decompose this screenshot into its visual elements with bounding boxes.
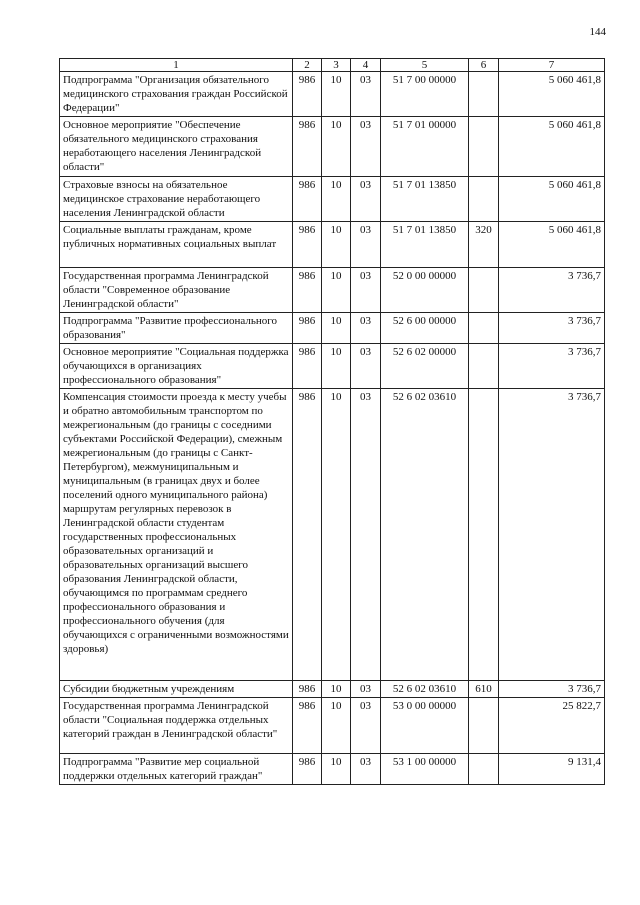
row-csr: 52 0 00 00000 [381,268,469,313]
row-csr: 52 6 02 00000 [381,344,469,389]
row-pr: 03 [351,222,381,268]
header-col-2: 2 [293,59,322,72]
row-ved: 986 [293,268,322,313]
row-pr: 03 [351,72,381,117]
table-row [60,389,605,681]
row-ved: 986 [293,117,322,177]
row-pr: 03 [351,389,381,681]
row-csr: 52 6 00 00000 [381,313,469,344]
row-vr [469,313,499,344]
row-amount: 3 736,7 [499,389,605,681]
row-ved: 986 [293,754,322,785]
row-pr: 03 [351,344,381,389]
row-amount: 5 060 461,8 [499,222,605,268]
row-csr: 52 6 02 03610 [381,389,469,681]
table-row [60,72,605,117]
row-amount: 9 131,4 [499,754,605,785]
header-col-1: 1 [60,59,293,72]
row-pr: 03 [351,698,381,754]
row-name: Основное мероприятие "Социальная поддержка обучающихся в организациях профессионального образования" [60,344,293,389]
table-row [60,344,605,389]
row-pr: 03 [351,268,381,313]
row-csr: 53 1 00 00000 [381,754,469,785]
row-amount: 5 060 461,8 [499,117,605,177]
row-rz: 10 [322,344,351,389]
row-pr: 03 [351,117,381,177]
row-vr [469,698,499,754]
table-row [60,681,605,698]
row-ved: 986 [293,681,322,698]
row-name: Подпрограмма "Организация обязательного медицинского страхования граждан Российской Федерации" [60,72,293,117]
row-ved: 986 [293,344,322,389]
row-rz: 10 [322,681,351,698]
row-name: Социальные выплаты гражданам, кроме публичных нормативных социальных выплат [60,222,293,268]
row-pr: 03 [351,313,381,344]
row-csr: 53 0 00 00000 [381,698,469,754]
row-pr: 03 [351,754,381,785]
row-vr: 610 [469,681,499,698]
row-amount: 3 736,7 [499,681,605,698]
row-ved: 986 [293,313,322,344]
row-name: Страховые взносы на обязательное медицинское страхование неработающего населения Ленинградской области [60,177,293,222]
row-rz: 10 [322,177,351,222]
header-col-6: 6 [469,59,499,72]
row-name: Субсидии бюджетным учреждениям [60,681,293,698]
row-vr [469,117,499,177]
row-csr: 51 7 00 00000 [381,72,469,117]
row-rz: 10 [322,117,351,177]
row-ved: 986 [293,389,322,681]
row-rz: 10 [322,72,351,117]
row-name: Компенсация стоимости проезда к месту учебы и обратно автомобильным транспортом по межрегиональным (до границы с соседними субъектами Российской Федерации), смежным межрегиональным (до границы с Санкт-Петербургом), межмуниципальным и муниципальным (в границах двух и более поселений одного муниципального района) маршрутам регулярных перевозок в Ленинградской области студентам государственных профессиональных образовательных организаций и образовательных организаций высшего образования Ленинградской области, обучающимся по программам среднего профессионального образования и профессионального обучения (для обучающихся с ограниченными возможностями здоровья) [60,389,293,681]
row-ved: 986 [293,222,322,268]
budget-table [59,58,605,785]
row-rz: 10 [322,268,351,313]
row-amount: 25 822,7 [499,698,605,754]
row-name: Государственная программа Ленинградской области "Социальная поддержка отдельных категорий граждан в Ленинградской области" [60,698,293,754]
row-name: Основное мероприятие "Обеспечение обязательного медицинского страхования неработающего населения Ленинградской области" [60,117,293,177]
row-vr [469,344,499,389]
header-row [60,59,605,72]
row-name: Государственная программа Ленинградской области "Современное образование Ленинградской области" [60,268,293,313]
row-ved: 986 [293,698,322,754]
header-col-3: 3 [322,59,351,72]
table-row [60,268,605,313]
row-vr [469,177,499,222]
page-number: 144 [589,26,606,38]
row-amount: 3 736,7 [499,268,605,313]
row-rz: 10 [322,313,351,344]
table-row [60,698,605,754]
table-row [60,177,605,222]
row-rz: 10 [322,754,351,785]
row-name: Подпрограмма "Развитие мер социальной поддержки отдельных категорий граждан" [60,754,293,785]
row-vr [469,754,499,785]
row-csr: 51 7 01 00000 [381,117,469,177]
row-pr: 03 [351,177,381,222]
row-rz: 10 [322,698,351,754]
row-amount: 5 060 461,8 [499,72,605,117]
row-rz: 10 [322,389,351,681]
row-name: Подпрограмма "Развитие профессионального образования" [60,313,293,344]
row-csr: 51 7 01 13850 [381,222,469,268]
table-row [60,222,605,268]
table-row [60,313,605,344]
row-pr: 03 [351,681,381,698]
row-vr [469,72,499,117]
row-ved: 986 [293,177,322,222]
header-col-4: 4 [351,59,381,72]
table-row [60,117,605,177]
row-ved: 986 [293,72,322,117]
header-col-5: 5 [381,59,469,72]
row-amount: 3 736,7 [499,313,605,344]
header-col-7: 7 [499,59,605,72]
row-rz: 10 [322,222,351,268]
row-vr [469,389,499,681]
row-vr [469,268,499,313]
row-amount: 5 060 461,8 [499,177,605,222]
row-vr: 320 [469,222,499,268]
table-row [60,754,605,785]
row-amount: 3 736,7 [499,344,605,389]
row-csr: 52 6 02 03610 [381,681,469,698]
row-csr: 51 7 01 13850 [381,177,469,222]
